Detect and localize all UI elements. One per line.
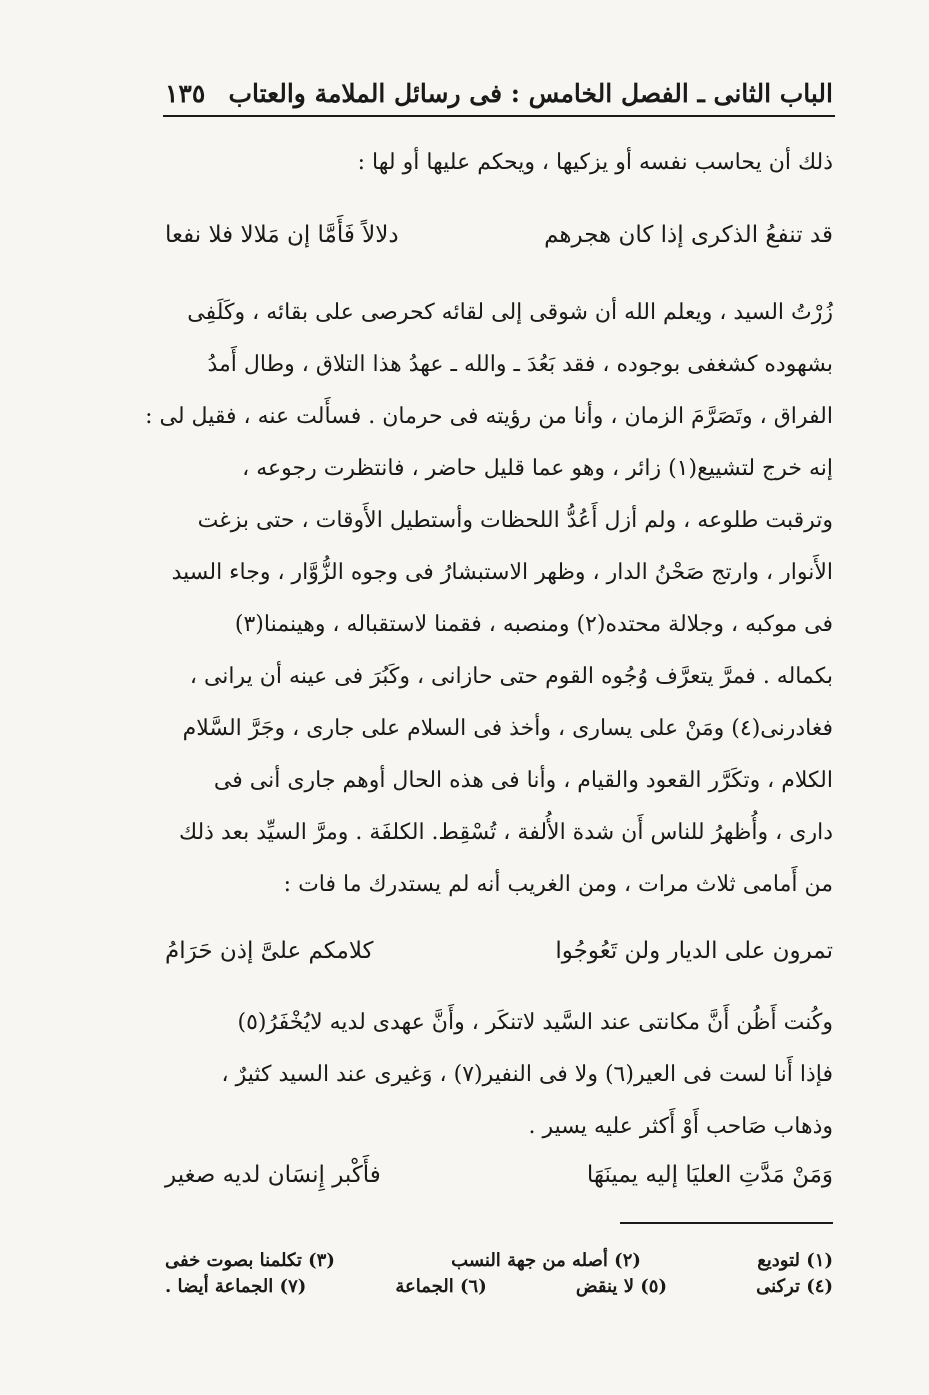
footnote-rule xyxy=(620,1222,833,1224)
text-line: بكماله . فمرَّ يتعرَّف وُجُوه القوم حتى حازانى ، وكَبُرَ فى عينه أن يرانى ، xyxy=(189,664,833,689)
running-title: الباب الثانى ـ الفصل الخامس : فى رسائل الملامة والعتاب xyxy=(228,78,833,108)
verse-1 xyxy=(165,222,833,248)
text-line: ذلك أن يحاسب نفسه أو يزكيها ، ويحكم عليها أو لها : xyxy=(357,150,833,175)
paragraph-1 xyxy=(145,290,833,914)
text-line: وكُنت أَظُن أَنَّ مكانتى عند السَّيد لاتنكَر ، وأَنَّ عهدى لديه لايُخْفَرُ(٥) xyxy=(237,1010,833,1035)
footnote-row xyxy=(165,1274,833,1300)
verse-2 xyxy=(165,938,833,964)
text-line: الأَنوار ، وارتج صَحْنُ الدار ، وظهر الاستبشارُ فى وجوه الزُّوَّار ، وجاء السيد xyxy=(171,560,833,585)
text-line: وترقبت طلوعه ، ولم أزل أَعُدُّ اللحظات وأستطيل الأَوقات ، حتى بزغت xyxy=(197,508,833,533)
verse-hemistich: دلالاً فَأَمَّا إن مَلالا فلا نفعا xyxy=(165,222,399,248)
verse-3 xyxy=(165,1162,833,1188)
text-line: بشهوده كشغفى بوجوده ، فقد بَعُدَ ـ والله ـ عهدُ هذا التلاق ، وطال أَمدُ xyxy=(207,352,833,377)
header-rule xyxy=(163,115,835,117)
footnote: (٤) تركنى xyxy=(756,1276,833,1297)
footnotes xyxy=(165,1248,833,1300)
footnote: (٢) أصله من جهة النسب xyxy=(451,1250,641,1271)
footnote: (٥) لا ينقض xyxy=(575,1276,667,1297)
text-line: الفراق ، وتَصَرَّمَ الزمان ، وأنا من رؤيته فى حرمان . فسأَلت عنه ، فقيل لى : xyxy=(145,404,833,429)
page-number: ١٣٥ xyxy=(165,78,206,108)
paragraph-2 xyxy=(165,1000,833,1156)
footnote: (٧) الجماعة أيضا . xyxy=(165,1276,307,1297)
intro-line xyxy=(165,140,833,192)
text-line: وذهاب صَاحب أَوْ أَكثر عليه يسير . xyxy=(528,1114,833,1139)
text-line: زُرْتُ السيد ، ويعلم الله أن شوقى إلى لقائه كحرصى على بقائه ، وكَلَفِى xyxy=(187,300,833,325)
verse-hemistich: وَمَنْ مَدَّتِ العليَا إليه يمينَهَا xyxy=(586,1162,833,1188)
text-line: الكلام ، وتكَرَّر القعود والقيام ، وأنا فى هذه الحال أوهم جارى أنى فى xyxy=(213,768,833,793)
text-line: فغادرنى(٤) ومَنْ على يسارى ، وأخذ فى السلام على جارى ، وجَرَّ السَّلام xyxy=(182,716,833,741)
verse-hemistich: قد تنفعُ الذكرى إذا كان هجرهم xyxy=(544,222,833,248)
verse-hemistich: تمرون على الديار ولن تَعُوجُوا xyxy=(555,938,833,964)
text-line: دارى ، وأُظهرُ للناس أَن شدة الأُلفة ، تُسْقِط. الكلفَة . ومرَّ السيِّد بعد ذلك xyxy=(178,820,833,845)
page-header xyxy=(165,72,833,114)
footnote: (٦) الجماعة xyxy=(395,1276,487,1297)
footnote: (٣) تكلمنا بصوت خفى xyxy=(165,1250,335,1271)
text-line: إنه خرج لتشييع(١) زائر ، وهو عما قليل حاضر ، فانتظرت رجوعه ، xyxy=(242,456,833,481)
verse-hemistich: كلامكم علىَّ إذن حَرَامُ xyxy=(165,938,374,964)
verse-hemistich: فأَكْبر إِنسَان لديه صغير xyxy=(165,1162,381,1188)
text-line: فى موكبه ، وجلالة محتده(٢) ومنصبه ، فقمنا لاستقباله ، وهينمنا(٣) xyxy=(234,612,833,637)
text-line: فإذا أَنا لست فى العير(٦) ولا فى النفير(٧) ، وَغيرى عند السيد كثيرٌ ، xyxy=(221,1062,833,1087)
text-line: من أَمامى ثلاث مرات ، ومن الغريب أنه لم يستدرك ما فات : xyxy=(283,872,833,897)
footnote-row xyxy=(165,1248,833,1274)
footnote: (١) لتوديع xyxy=(757,1250,833,1271)
